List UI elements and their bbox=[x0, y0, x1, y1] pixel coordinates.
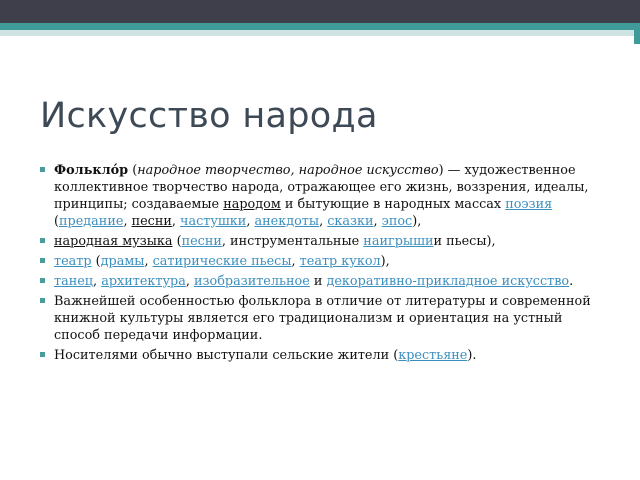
link-tanets[interactable]: танец bbox=[54, 274, 94, 289]
text: ( bbox=[128, 163, 138, 178]
text: , bbox=[93, 274, 102, 289]
link-pesni[interactable]: песни bbox=[131, 214, 172, 229]
text: , bbox=[123, 214, 132, 229]
top-light-band bbox=[0, 30, 640, 36]
text: , bbox=[373, 214, 382, 229]
text: ( bbox=[91, 254, 101, 269]
definition: народное творчество, народное искусство bbox=[137, 163, 439, 178]
text: , инструментальные bbox=[221, 234, 364, 249]
slide-title: Искусство народа bbox=[40, 96, 378, 136]
text: ( bbox=[54, 214, 59, 229]
text: ) — художественное коллективное творчество народа, отражающее его жизнь, воззрения, идеалы, принципы; создаваемые bbox=[54, 163, 589, 212]
link-fine-art[interactable]: изобразительное bbox=[193, 274, 310, 289]
paragraph-text: Важнейшей особенностью фольклора в отличие от литературы и современной книжной культуры является его традиционализм и ориентация на устный способ передачи информации. bbox=[54, 294, 591, 343]
bullet-icon bbox=[40, 278, 45, 283]
text: ). bbox=[467, 348, 477, 363]
bullet-icon bbox=[40, 258, 45, 263]
bullet-icon bbox=[40, 298, 45, 303]
bullet-icon bbox=[40, 167, 45, 172]
slide-content bbox=[40, 162, 600, 367]
list-item-arts bbox=[40, 273, 600, 290]
text: ), bbox=[412, 214, 422, 229]
link-krestyane[interactable]: крестьяне bbox=[398, 348, 468, 363]
text: , bbox=[291, 254, 300, 269]
link-chastushki[interactable]: частушки bbox=[180, 214, 247, 229]
text: . bbox=[569, 274, 574, 289]
text: ), bbox=[380, 254, 390, 269]
corner-accent bbox=[634, 30, 640, 44]
top-dark-bar bbox=[0, 0, 640, 23]
text: , bbox=[246, 214, 255, 229]
list-item-music bbox=[40, 233, 600, 250]
top-teal-band bbox=[0, 23, 640, 30]
link-architecture[interactable]: архитектура bbox=[101, 274, 186, 289]
text: и bbox=[309, 274, 327, 289]
list-item-feature bbox=[40, 293, 600, 344]
link-folk-music[interactable]: народная музыка bbox=[54, 234, 173, 249]
link-predanie[interactable]: предание bbox=[59, 214, 124, 229]
link-poeziya[interactable]: поэзия bbox=[505, 197, 553, 212]
link-epos[interactable]: эпос bbox=[381, 214, 413, 229]
list-item-folklore bbox=[40, 162, 600, 230]
link-narod[interactable]: народом bbox=[223, 197, 281, 212]
list-item-theatre bbox=[40, 253, 600, 270]
text: , bbox=[185, 274, 194, 289]
link-teatr[interactable]: театр bbox=[54, 254, 92, 269]
text: , bbox=[319, 214, 328, 229]
text: , bbox=[144, 254, 153, 269]
bullet-icon bbox=[40, 352, 45, 357]
text: и пьесы), bbox=[433, 234, 496, 249]
link-decorative-art[interactable]: декоративно-прикладное искусство bbox=[326, 274, 570, 289]
link-pesni-2[interactable]: песни bbox=[181, 234, 222, 249]
text: , bbox=[171, 214, 181, 229]
text: и бытующие в народных массах bbox=[280, 197, 506, 212]
link-anekdoty[interactable]: анекдоты bbox=[254, 214, 320, 229]
term-folklore: Фолькло́р bbox=[54, 163, 129, 178]
link-dramy[interactable]: драмы bbox=[100, 254, 145, 269]
link-satiric-plays[interactable]: сатирические пьесы bbox=[152, 254, 292, 269]
text: Носителями обычно выступали сельские жители ( bbox=[54, 348, 399, 363]
link-skazki[interactable]: сказки bbox=[327, 214, 374, 229]
bullet-icon bbox=[40, 238, 45, 243]
link-naigryshi[interactable]: наигрыши bbox=[363, 234, 434, 249]
list-item-bearers bbox=[40, 347, 600, 364]
text: ( bbox=[172, 234, 182, 249]
link-puppet-theatre[interactable]: театр кукол bbox=[299, 254, 381, 269]
